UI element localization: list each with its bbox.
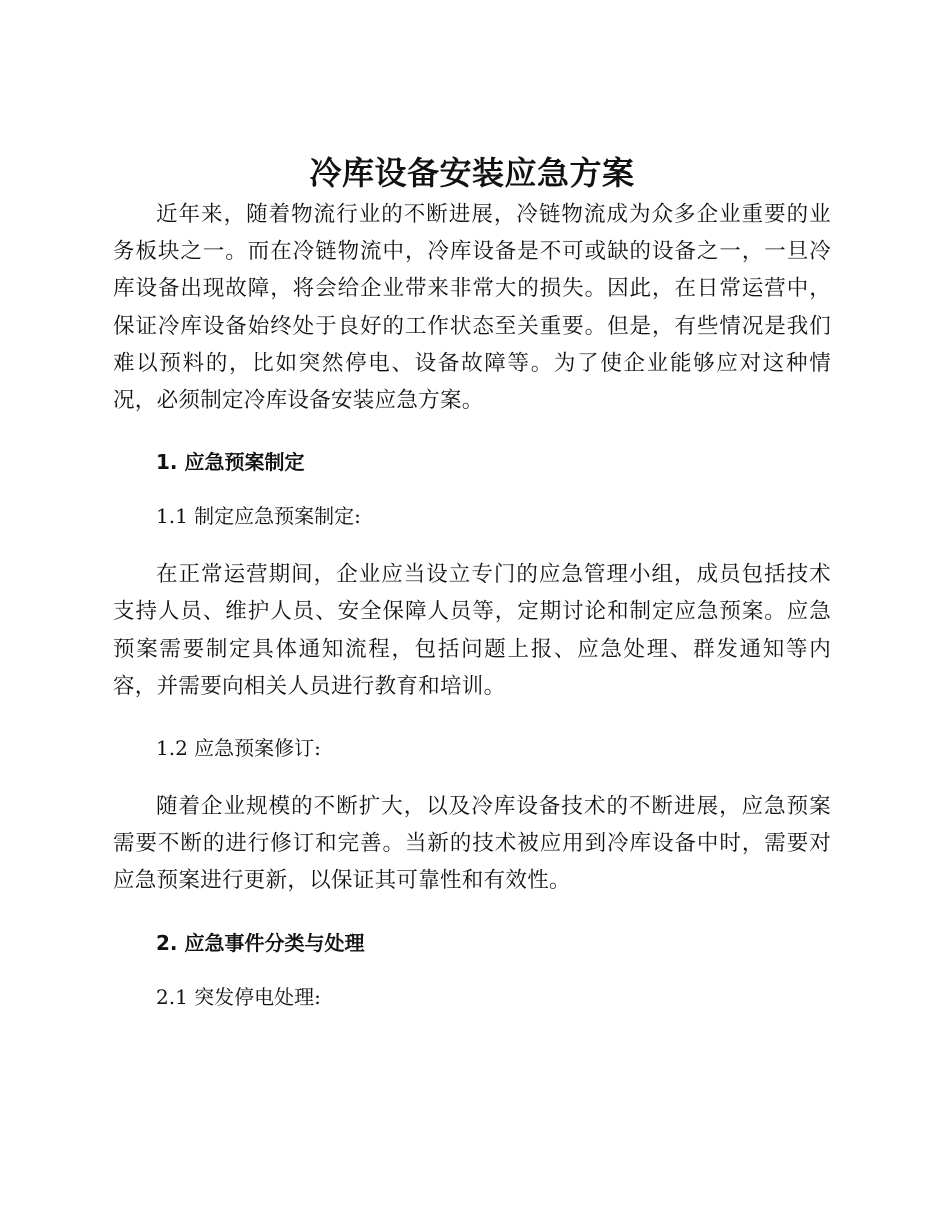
subsection-1-2-heading: 1.2 应急预案修订: bbox=[156, 736, 321, 761]
document-title: 冷库设备安装应急方案 bbox=[309, 154, 635, 192]
section-1-heading: 1. 应急预案制定 bbox=[156, 450, 305, 475]
section-2-heading: 2. 应急事件分类与处理 bbox=[156, 930, 365, 955]
intro-paragraph: 近年来，随着物流行业的不断进展，冷链物流成为众多企业重要的业务板块之一。而在冷链物流中，冷库设备是不可或缺的设备之一，一旦冷库设备出现故障，将会给企业带来非常大的损失。因此，在日常运营中，保证冷库设备始终处于良好的工作状态至关重要。但是，有些情况是我们难以预料的，比如突然停电、设备故障等。为了使企业能够应对这种情况，必须制定冷库设备安装应急方案。 bbox=[113, 202, 831, 414]
subsection-1-1-paragraph: 在正常运营期间，企业应当设立专门的应急管理小组，成员包括技术支持人员、维护人员、安全保障人员等，定期讨论和制定应急预案。应急预案需要制定具体通知流程，包括问题上报、应急处理、群发通知等内容，并需要向相关人员进行教育和培训。 bbox=[113, 562, 831, 699]
document-body bbox=[113, 152, 831, 1009]
subsection-1-1-heading: 1.1 制定应急预案制定: bbox=[156, 504, 361, 529]
subsection-1-2-paragraph: 随着企业规模的不断扩大，以及冷库设备技术的不断进展，应急预案需要不断的进行修订和完善。当新的技术被应用到冷库设备中时，需要对应急预案进行更新，以保证其可靠性和有效性。 bbox=[113, 794, 831, 894]
subsection-2-1-heading: 2.1 突发停电处理: bbox=[156, 984, 321, 1009]
